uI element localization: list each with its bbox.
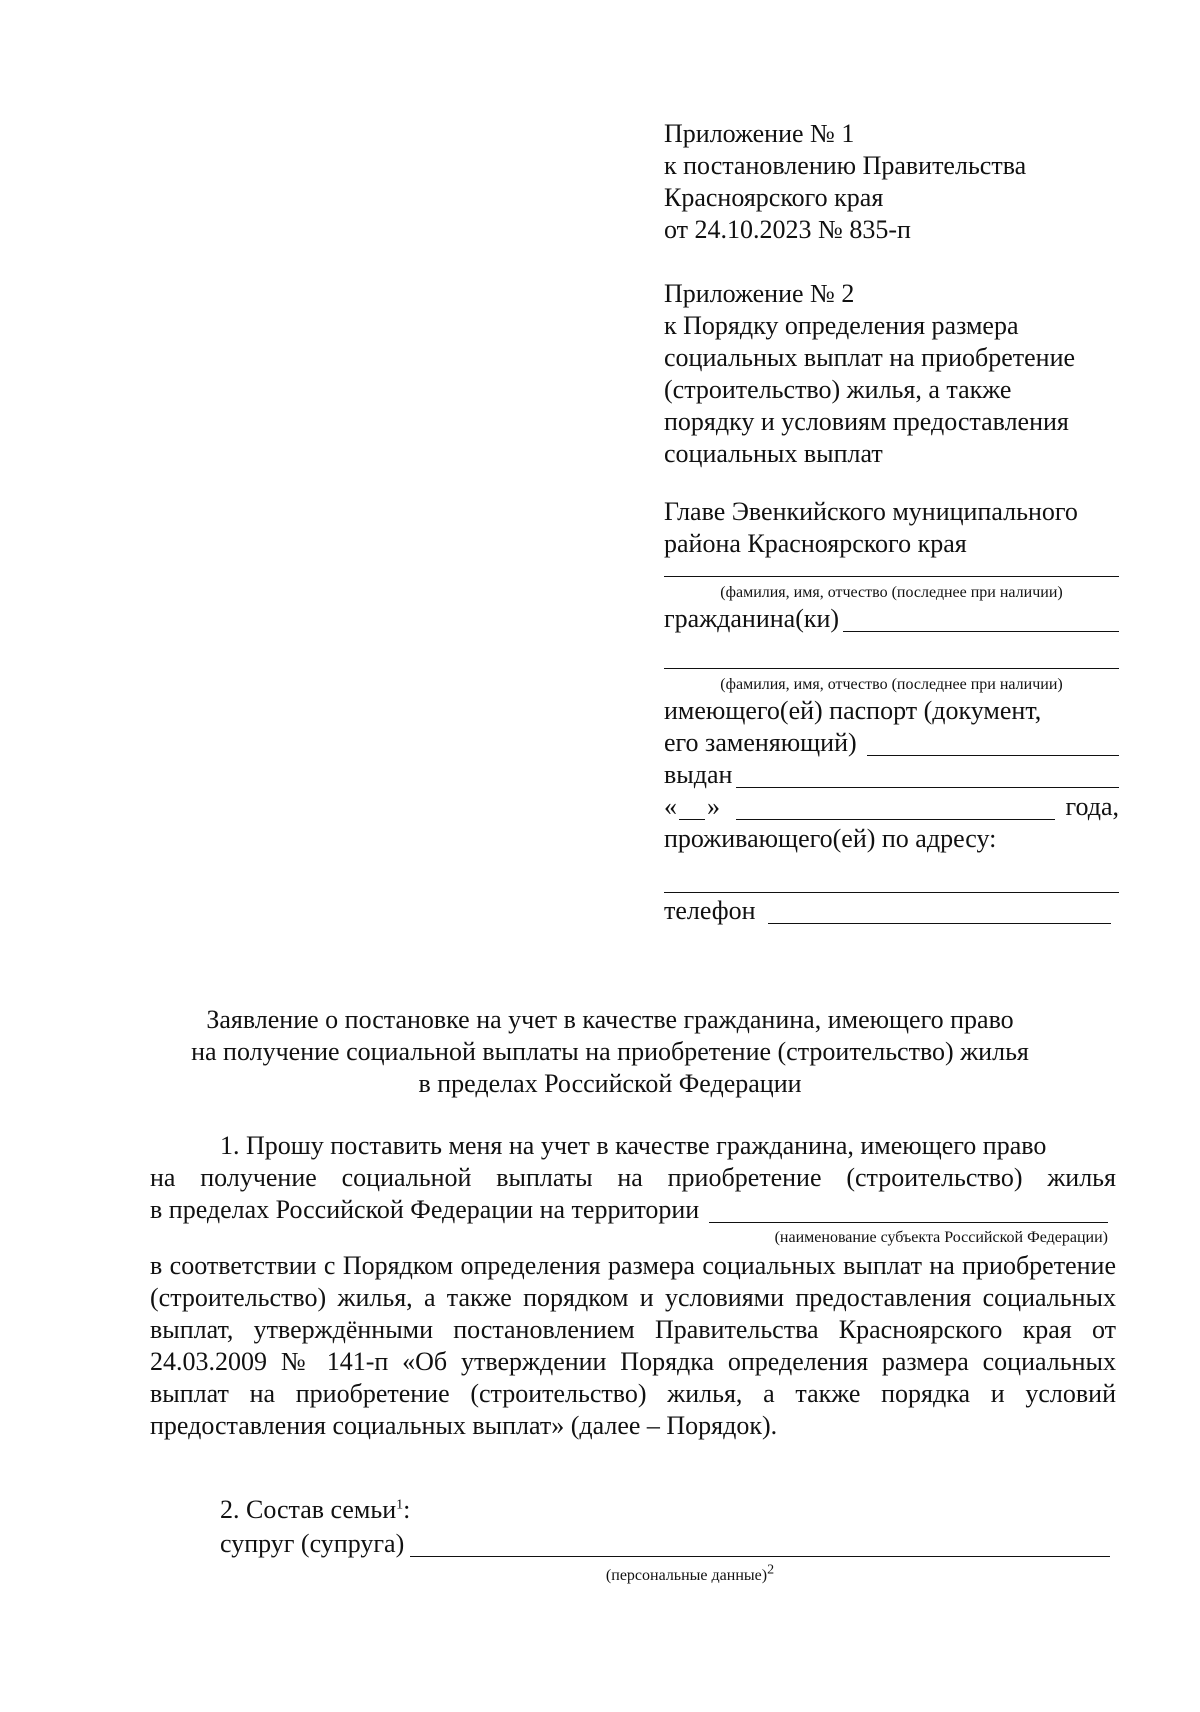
passport-input-line[interactable] bbox=[867, 731, 1119, 756]
appendix-1-block bbox=[664, 118, 1119, 246]
p1-line-3: в пределах Российской Федерации на территории bbox=[150, 1195, 700, 1224]
appendix-2-line: к Порядку определения размера bbox=[664, 311, 1019, 340]
family-composition-label: 2. Состав семьи bbox=[220, 1495, 397, 1524]
passport-field bbox=[664, 727, 1119, 759]
phone-input-line[interactable] bbox=[768, 899, 1112, 924]
personal-data-label: (персональные данные) bbox=[605, 1567, 768, 1584]
personal-data-caption bbox=[420, 1562, 960, 1586]
paragraph-2 bbox=[150, 1494, 1116, 1526]
issue-date-field bbox=[664, 791, 1119, 823]
citizen-input-line[interactable] bbox=[843, 607, 1119, 632]
issued-field bbox=[664, 759, 1119, 791]
p1-line-1: 1. Прошу поставить меня на учет в качестве гражданина, имеющего право bbox=[220, 1131, 1047, 1160]
appendix-1-date: от 24.10.2023 № 835-п bbox=[664, 215, 911, 244]
citizen-field bbox=[664, 603, 1119, 635]
appendix-2-line: (строительство) жилья, а также bbox=[664, 375, 1012, 404]
footnote-1-marker: 1 bbox=[396, 1497, 404, 1513]
appendix-1-ref: к постановлению Правительства bbox=[664, 151, 1027, 180]
date-month-blank[interactable] bbox=[736, 795, 1055, 820]
passport-line-1: имеющего(ей) паспорт (документ, bbox=[664, 696, 1042, 725]
addressee-line-1: Главе Эвенкийского муниципального bbox=[664, 497, 1078, 526]
spouse-label: супруг (супруга) bbox=[220, 1529, 405, 1558]
phone-label: телефон bbox=[664, 896, 756, 925]
paragraph-1 bbox=[150, 1130, 1116, 1442]
issued-label: выдан bbox=[664, 760, 733, 789]
appendix-2-line: социальных выплат bbox=[664, 439, 883, 468]
addressee-block bbox=[664, 496, 1119, 560]
territory-caption: (наименование субъекта Российской Федерации) bbox=[774, 1229, 1108, 1246]
territory-field bbox=[150, 1194, 1116, 1226]
family-composition-heading bbox=[150, 1494, 1116, 1526]
address-phone-block bbox=[664, 882, 1119, 927]
issued-input-line[interactable] bbox=[736, 763, 1119, 788]
appendix-2-line: порядку и условиям предоставления bbox=[664, 407, 1069, 436]
territory-input-line[interactable] bbox=[709, 1198, 1108, 1223]
passport-label: его заменяющий) bbox=[664, 728, 857, 757]
appendix-2-line: Приложение № 2 bbox=[664, 279, 855, 308]
residing-label: проживающего(ей) по адресу: bbox=[664, 824, 997, 853]
phone-field bbox=[664, 895, 1119, 927]
appendix-2-line: социальных выплат на приобретение bbox=[664, 343, 1076, 372]
appendix-1-region: Красноярского края bbox=[664, 183, 884, 212]
fio-line-2[interactable] bbox=[664, 658, 1119, 669]
year-label: года, bbox=[1065, 792, 1119, 821]
fio-line-1[interactable] bbox=[664, 566, 1119, 577]
family-composition-colon: : bbox=[403, 1495, 411, 1524]
fio-caption-1: (фамилия, имя, отчество (последнее при наличии) bbox=[720, 584, 1063, 601]
title-line-3: в пределах Российской Федерации bbox=[418, 1069, 802, 1098]
address-line[interactable] bbox=[664, 882, 1119, 893]
fio-block-1 bbox=[664, 566, 1119, 635]
date-day-blank[interactable] bbox=[679, 795, 705, 820]
addressee-line-2: района Красноярского края bbox=[664, 529, 967, 558]
date-close-quote: » bbox=[707, 792, 720, 821]
title-line-2: на получение социальной выплаты на приобретение (строительство) жилья bbox=[191, 1037, 1029, 1066]
spouse-input-line[interactable] bbox=[410, 1532, 1110, 1557]
document-title bbox=[150, 1004, 1070, 1100]
citizen-label: гражданина(ки) bbox=[664, 604, 840, 633]
date-open-quote: « bbox=[664, 792, 677, 821]
p1-continuation: в соответствии с Порядком определения размера социальных выплат на приобретение (строительство) жилья, а также порядком и условиями предоставления социальных выплат, утверждёнными постановлением Правительства Красноярского края от 24.03.2009 № 141-п «Об утверждении Порядка определения размера социальных выплат на приобретение (строительство) жилья, а также порядка и условий предоставления социальных выплат» (далее – Порядок). bbox=[150, 1251, 1116, 1440]
fio-caption-2: (фамилия, имя, отчество (последнее при наличии) bbox=[720, 676, 1063, 693]
appendix-1-number: Приложение № 1 bbox=[664, 119, 855, 148]
fio-block-2 bbox=[664, 658, 1119, 855]
footnote-2-marker: 2 bbox=[767, 1562, 775, 1578]
spouse-field bbox=[220, 1528, 1110, 1560]
appendix-2-block bbox=[664, 278, 1119, 470]
p1-line-2: на получение социальной выплаты на приобретение (строительство) жилья bbox=[150, 1163, 1116, 1192]
title-line-1: Заявление о постановке на учет в качестве гражданина, имеющего право bbox=[206, 1005, 1014, 1034]
